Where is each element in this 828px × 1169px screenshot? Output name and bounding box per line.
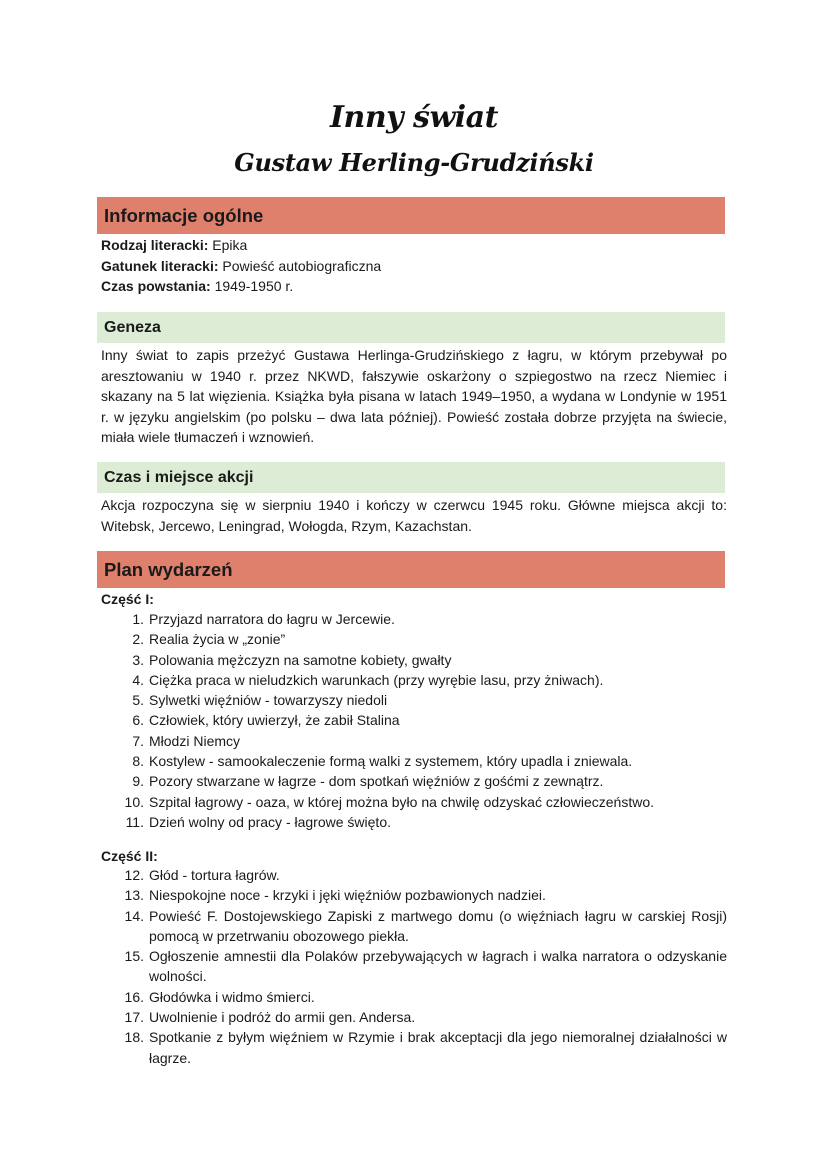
genesis-text: Inny świat to zapis przeżyć Gustawa Herlinga-Grudzińskiego z łagru, w którym przebywał po aresztowaniu w 1940 r. przez NKWD, fałszywie oskarżony o szpiegostwo na rzecz Niemiec i skazany na 5 lat więzienia. Książka była pisana w latach 1949–1950, a wydana w Londynie w 1951 r. w języku angielskim (po polsku – dwa lata później). Powieść została dobrze przyjęta na świecie, miała wiele tłumaczeń i wznowień.	[101, 347, 727, 446]
list-item	[101, 609, 727, 629]
list-item	[101, 731, 727, 751]
item-number: 9.	[132, 773, 144, 790]
part2-label: Część II:	[101, 848, 158, 864]
item-number: 13.	[124, 887, 144, 904]
item-number: 7.	[132, 732, 144, 749]
list-item	[101, 650, 727, 670]
item-number: 3.	[132, 651, 144, 668]
item-number: 18.	[124, 1029, 144, 1046]
section-setting-heading: Czas i miejsce akcji	[97, 462, 725, 493]
item-number: 4.	[132, 671, 144, 688]
item-text: Uwolnienie i podróż do armii gen. Andersa.	[149, 1009, 416, 1026]
part1-label: Część I:	[101, 591, 154, 607]
field-creation-time	[101, 276, 727, 297]
section-plan-heading: Plan wydarzeń	[97, 551, 725, 588]
part2-list	[101, 865, 727, 1068]
field-key: Gatunek literacki:	[101, 257, 219, 274]
item-text: Powieść F. Dostojewskiego Zapiski z martwego domu (o więźniach łagru w carskiej Rosji) pomocą w przetrwaniu obozowego piekła.	[149, 907, 727, 944]
list-item	[101, 946, 727, 987]
item-text: Kostylew - samookaleczenie formą walki z systemem, który upadla i zniewala.	[149, 753, 633, 770]
setting-text: Akcja rozpoczyna się w sierpniu 1940 i kończy w czerwcu 1945 roku. Główne miejsca akcji to: Witebsk, Jercewo, Leningrad, Wołogda, Rzym, Kazachstan.	[101, 497, 727, 534]
list-item	[101, 690, 727, 710]
item-text: Człowiek, który uwierzył, że zabił Stalina	[149, 712, 400, 729]
item-text: Niespokojne noce - krzyki i jęki więźniów pozbawionych nadziei.	[149, 887, 546, 904]
item-text: Głodówka i widmo śmierci.	[149, 988, 315, 1005]
list-item	[101, 751, 727, 771]
list-item	[101, 885, 727, 905]
item-number: 1.	[132, 611, 144, 627]
section-general-heading: Informacje ogólne	[97, 197, 725, 234]
field-value: Epika	[212, 237, 248, 253]
item-number: 8.	[132, 753, 144, 770]
list-item	[101, 812, 727, 832]
list-item	[101, 987, 727, 1007]
field-key: Rodzaj literacki:	[101, 237, 209, 253]
item-text: Młodzi Niemcy	[149, 732, 241, 749]
item-text: Polowania mężczyzn na samotne kobiety, gwałty	[149, 651, 452, 668]
item-number: 16.	[124, 988, 144, 1005]
list-item	[101, 771, 727, 791]
item-number: 10.	[124, 793, 144, 810]
item-number: 6.	[132, 712, 144, 729]
field-key: Czas powstania:	[101, 278, 211, 295]
general-fields	[101, 235, 727, 297]
item-number: 5.	[132, 692, 144, 709]
item-text: Ogłoszenie amnestii dla Polaków przebywających w łagrach i walka narratora o odzyskanie wolności.	[149, 948, 727, 985]
field-literary-genre	[101, 256, 727, 277]
item-text: Ciężka praca w nieludzkich warunkach (przy wyrębie lasu, przy żniwach).	[149, 671, 604, 688]
part1-list	[101, 609, 727, 832]
document-title: Inny świat	[330, 100, 498, 135]
list-item	[101, 1007, 727, 1027]
item-text: Sylwetki więźniów - towarzyszy niedoli	[149, 692, 388, 709]
item-number: 12.	[124, 867, 144, 883]
item-number: 11.	[125, 813, 144, 830]
list-item	[101, 792, 727, 812]
item-text: Głód - tortura łagrów.	[149, 867, 280, 883]
item-text: Realia życia w „zonie”	[149, 631, 286, 648]
list-item	[101, 865, 727, 885]
list-item	[101, 906, 727, 947]
section-genesis-heading: Geneza	[97, 312, 725, 343]
list-item	[101, 1027, 727, 1068]
item-text: Dzień wolny od pracy - łagrowe święto.	[149, 813, 391, 830]
document-author: Gustaw Herling-Grudziński	[234, 148, 594, 177]
item-text: Przyjazd narratora do łagru w Jercewie.	[149, 611, 395, 627]
list-item	[101, 670, 727, 690]
item-number: 2.	[132, 631, 144, 648]
field-value: 1949-1950 r.	[214, 278, 294, 295]
field-literary-kind	[101, 235, 727, 256]
list-item	[101, 710, 727, 730]
item-text: Spotkanie z byłym więźniem w Rzymie i brak akceptacji dla jego niemoralnej działalności w łagrze.	[149, 1029, 727, 1066]
item-number: 15.	[124, 948, 144, 965]
item-number: 14.	[124, 907, 144, 924]
item-text: Pozory stwarzane w łagrze - dom spotkań więźniów z gośćmi z zewnątrz.	[149, 773, 604, 790]
item-text: Szpital łagrowy - oaza, w której można było na chwilę odzyskać człowieczeństwo.	[149, 793, 654, 810]
list-item	[101, 629, 727, 649]
field-value: Powieść autobiograficzna	[222, 257, 382, 274]
item-number: 17.	[124, 1009, 144, 1026]
